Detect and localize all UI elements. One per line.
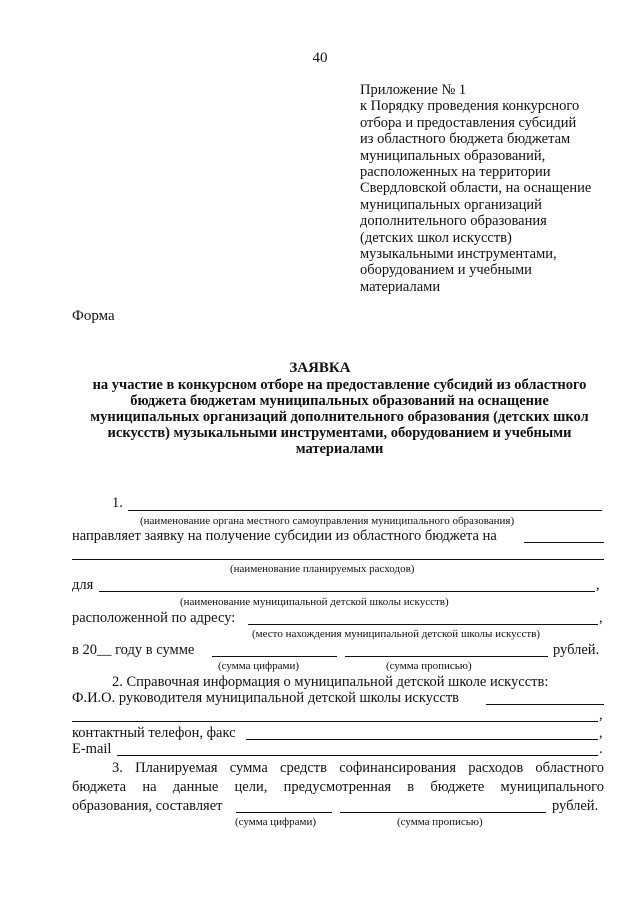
authority-name-field[interactable] — [128, 510, 602, 511]
comma: , — [596, 577, 600, 593]
appendix-line: материалами — [360, 278, 441, 295]
caption-location: (место нахождения муниципальной детской школы искусств) — [252, 628, 541, 640]
rubles-label: рублей. — [553, 642, 600, 658]
appendix-line: (детских школ искусств) — [360, 229, 512, 246]
caption-sum-digits: (сумма цифрами) — [218, 660, 300, 672]
rubles-label: рублей. — [552, 798, 599, 814]
item3-line3: образования, составляет — [72, 798, 223, 814]
item1-number: 1. — [112, 495, 123, 511]
comma: , — [599, 725, 603, 741]
sends-request-text: направляет заявку на получение субсидии из областного бюджета на — [72, 528, 497, 544]
comma: , — [599, 610, 603, 626]
appendix-line: музыкальными инструментами, — [360, 246, 557, 263]
email-field[interactable] — [117, 755, 598, 756]
sum-words-field[interactable] — [345, 656, 548, 657]
director-field[interactable] — [486, 704, 604, 705]
caption-sum-digits: (сумма цифрами) — [235, 816, 317, 828]
appendix-line: Свердловской области, на оснащение — [360, 180, 592, 197]
for-label: для — [72, 577, 94, 593]
expenses-field-cont[interactable] — [72, 559, 604, 560]
caption-sum-words: (сумма прописью) — [386, 660, 472, 672]
appendix-line: расположенных на территории — [360, 164, 551, 181]
subtitle-line: муниципальных организаций дополнительного образования (детских школ — [90, 409, 589, 425]
appendix-block — [360, 82, 620, 295]
appendix-line: к Порядку проведения конкурсного — [360, 98, 580, 115]
expenses-field[interactable] — [524, 542, 604, 543]
item2-heading: 2. Справочная информация о муниципальной детской школе искусств: — [112, 674, 549, 690]
cofinancing-words-field[interactable] — [340, 812, 546, 813]
subtitle-line: бюджета бюджетам муниципальных образований на оснащение — [130, 393, 549, 409]
appendix-line: отбора и предоставления субсидий — [360, 114, 577, 131]
phone-label: контактный телефон, факс — [72, 725, 236, 741]
appendix-line: дополнительного образования — [360, 213, 547, 230]
caption-sum-words: (сумма прописью) — [397, 816, 483, 828]
period: . — [599, 741, 603, 757]
director-field-cont[interactable] — [72, 721, 598, 722]
appendix-line: из областного бюджета бюджетам — [360, 131, 571, 148]
comma: , — [599, 707, 603, 723]
caption-school: (наименование муниципальной детской школы искусств) — [180, 596, 449, 608]
address-field[interactable] — [248, 624, 598, 625]
subtitle-line: материалами — [295, 441, 384, 457]
appendix-line: муниципальных организаций — [360, 196, 542, 213]
document-title: ЗАЯВКА — [289, 360, 351, 376]
year-sum-label: в 20__ году в сумме — [72, 642, 195, 658]
subtitle-line: на участие в конкурсном отборе на предоставление субсидий из областного — [92, 377, 587, 393]
appendix-line: Приложение № 1 — [360, 82, 467, 98]
caption-expenses: (наименование планируемых расходов) — [230, 563, 415, 575]
director-label: Ф.И.О. руководителя муниципальной детской школы искусств — [72, 690, 459, 706]
item3-line2: бюджета на данные цели, предусмотренная в бюджете муниципального — [72, 779, 604, 795]
cofinancing-digits-field[interactable] — [236, 812, 332, 813]
page-number: 40 — [312, 50, 328, 66]
appendix-line: оборудованием и учебными — [360, 262, 532, 279]
document-subtitle — [72, 377, 607, 457]
subtitle-line: искусств) музыкальными инструментами, оборудованием и учебными — [107, 425, 572, 441]
phone-field[interactable] — [246, 739, 598, 740]
appendix-line: муниципальных образований, — [360, 147, 546, 164]
school-name-field[interactable] — [99, 591, 595, 592]
form-label: Форма — [72, 308, 115, 324]
sum-digits-field[interactable] — [212, 656, 337, 657]
located-at-label: расположенной по адресу: — [72, 610, 236, 626]
email-label: E-mail — [72, 741, 112, 757]
item3-line1: 3. Планируемая сумма средств софинансирования расходов областного — [112, 760, 604, 776]
caption-authority: (наименование органа местного самоуправления муниципального образования) — [140, 515, 515, 527]
